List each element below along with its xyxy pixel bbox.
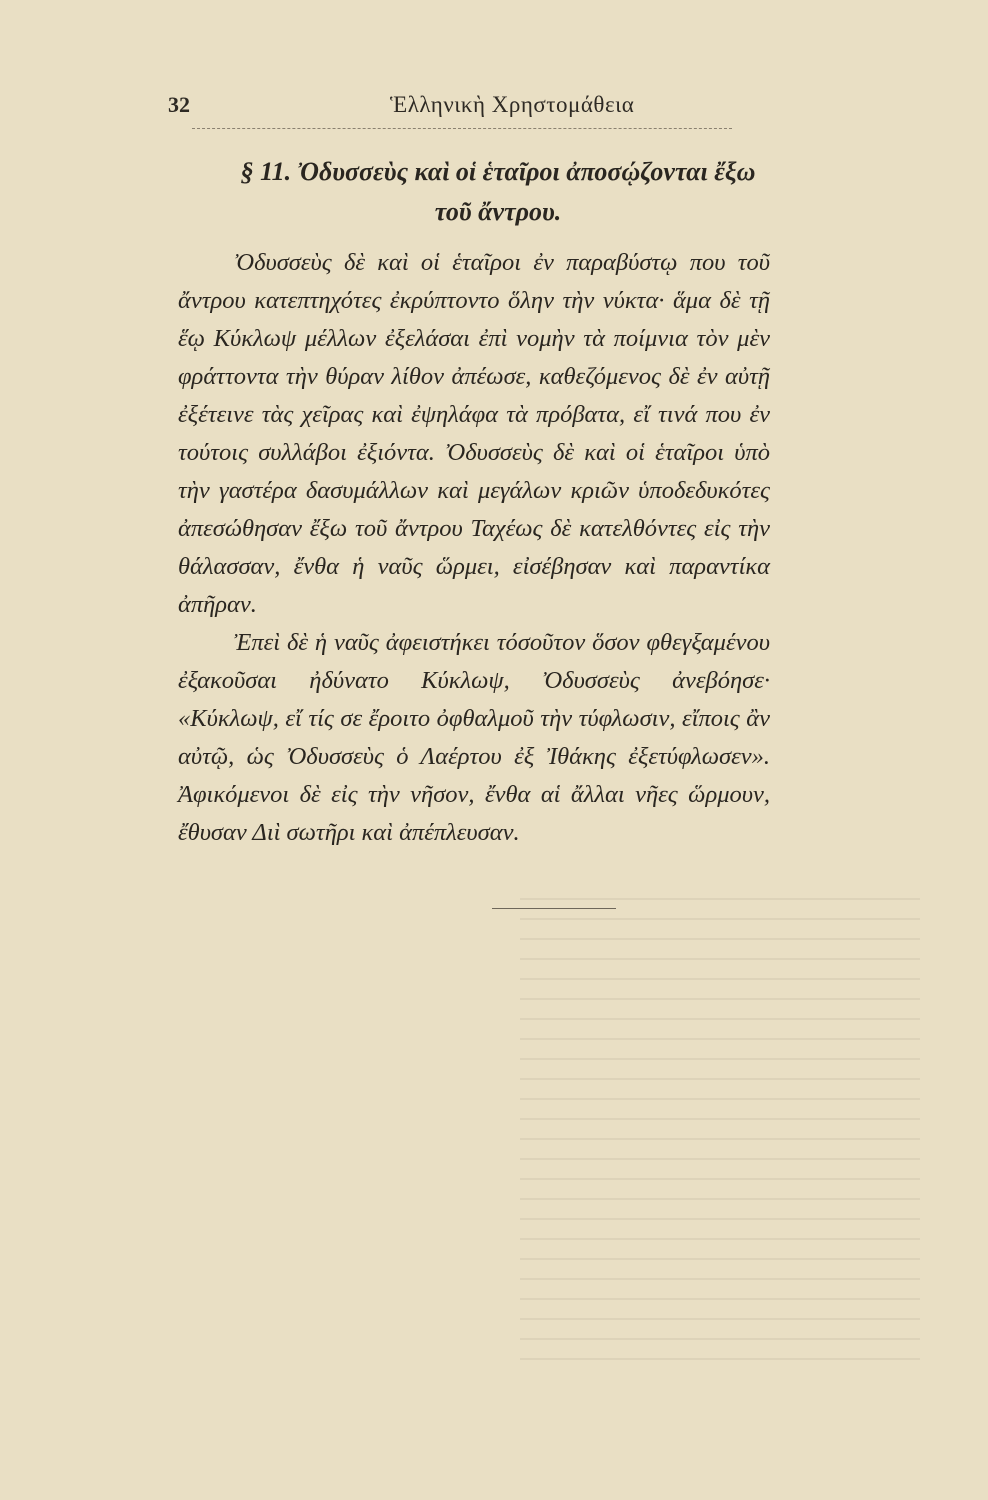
paragraph-2: Ἐπεὶ δὲ ἡ ναῦς ἀφειστήκει τόσοῦτον ὅσον φθεγξαμένου ἐξακοῦσαι ἠδύνατο Κύκλωψ, Ὀδυσσεὺς ἀνεβόησε· «Κύκλωψ, εἴ τίς σε ἔροιτο ὀφθαλμοῦ τὴν τύφλωσιν, εἴποις ἂν αὐτῷ, ὡς Ὀδυσσεὺς ὁ Λαέρτου ἐξ Ἰθάκης ἐξετύφλωσεν». Ἀφικόμενοι δὲ εἰς τὴν νῆσον, ἔνθα αἱ ἄλλαι νῆες ὥρμουν, ἔθυσαν Διὶ σωτῆρι καὶ ἀπέπλευσαν. — [178, 629, 770, 846]
section-heading-line-2: τοῦ ἄντρου. — [434, 197, 562, 226]
end-rule — [492, 908, 616, 909]
bleed-through-texture — [520, 880, 920, 1360]
body-text — [178, 244, 770, 852]
section-heading-line-1: § 11. Ὀδυσσεὺς καὶ οἱ ἑταῖροι ἀποσῴζονται ἔξω — [240, 157, 756, 186]
page-number: 32 — [168, 92, 190, 117]
running-head — [168, 92, 828, 126]
running-title: Ἑλληνικὴ Χρηστομάθεια — [390, 92, 635, 117]
section-heading — [168, 152, 828, 232]
paragraph-1: Ὀδυσσεὺς δὲ καὶ οἱ ἑταῖροι ἐν παραβύστῳ που τοῦ ἄντρου κατεπτηχότες ἐκρύπτοντο ὅλην τὴν νύκτα· ἅμα δὲ τῇ ἕῳ Κύκλωψ μέλλων ἐξελάσαι ἐπὶ νομὴν τὰ ποίμνια τὸν μὲν φράττοντα τὴν θύραν λίθον ἀπέωσε, καθεζόμενος δὲ ἐν αὐτῇ ἐξέτεινε τὰς χεῖρας καὶ ἐψηλάφα τὰ πρόβατα, εἴ τινά που ἐν τούτοις συλλάβοι ἐξιόντα. Ὀδυσσεὺς δὲ καὶ οἱ ἑταῖροι ὑπὸ τὴν γαστέρα δασυμάλλων καὶ μεγάλων κριῶν ὑποδεδυκότες ἀπεσώθησαν ἔξω τοῦ ἄντρου Ταχέως δὲ κατελθόντες εἰς τὴν θάλασσαν, ἔνθα ἡ ναῦς ὥρμει, εἰσέβησαν καὶ παραντίκα ἀπῆραν. — [178, 249, 770, 618]
header-rule — [192, 128, 732, 129]
